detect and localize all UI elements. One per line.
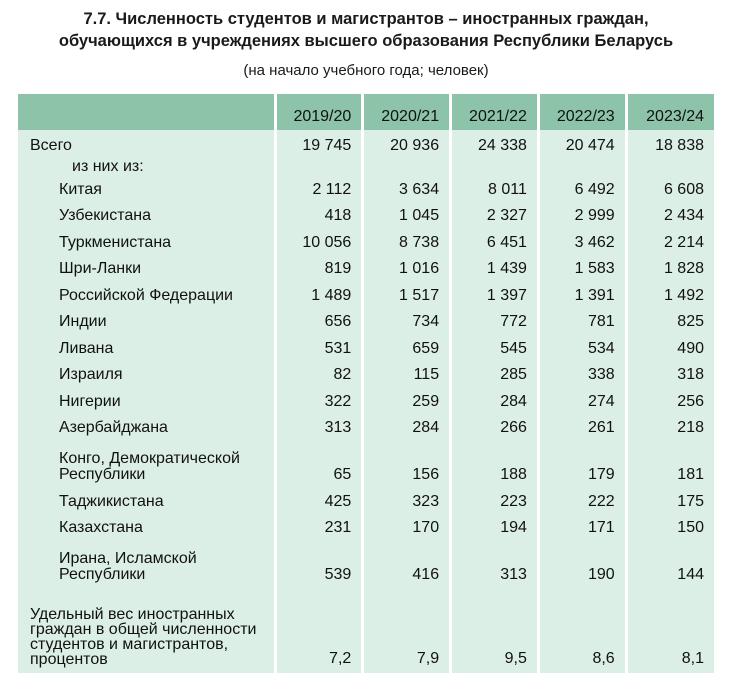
country-row <box>18 175 714 202</box>
value-cell: 6 492 <box>538 175 626 202</box>
value-cell: 318 <box>626 361 714 388</box>
country-row <box>18 414 714 441</box>
value-cell: 259 <box>363 387 451 414</box>
value-cell: 218 <box>626 414 714 441</box>
value-cell: 115 <box>363 361 451 388</box>
country-label: Узбекистана <box>59 207 152 224</box>
country-row <box>18 514 714 541</box>
country-row <box>18 540 714 587</box>
value-cell: 313 <box>275 414 363 441</box>
value-cell: 266 <box>451 414 539 441</box>
country-row <box>18 255 714 282</box>
row-label: Всего <box>30 137 72 154</box>
value-cell: 170 <box>363 514 451 541</box>
value-cell: 781 <box>538 308 626 335</box>
country-row <box>18 281 714 308</box>
value-cell: 490 <box>626 334 714 361</box>
value-cell: 190 <box>538 540 626 587</box>
header-row <box>18 94 714 130</box>
value-cell: 3 634 <box>363 175 451 202</box>
year-header: 2020/21 <box>363 94 451 130</box>
country-label: Конго, Демократической Республики <box>59 450 240 483</box>
country-label: Российской Федерации <box>59 286 233 304</box>
value-cell: 18 838 <box>626 130 714 158</box>
header-corner-cell <box>18 94 275 130</box>
value-cell: 181 <box>626 440 714 487</box>
value-cell: 1 583 <box>538 255 626 282</box>
value-cell: 9,5 <box>451 587 539 673</box>
value-cell: 256 <box>626 387 714 414</box>
country-row <box>18 387 714 414</box>
value-cell: 825 <box>626 308 714 335</box>
value-cell: 2 999 <box>538 202 626 229</box>
value-cell: 7,9 <box>363 587 451 673</box>
year-header: 2021/22 <box>451 94 539 130</box>
value-cell: 175 <box>626 487 714 514</box>
value-cell: 150 <box>626 514 714 541</box>
value-cell: 322 <box>275 387 363 414</box>
value-cell: 2 214 <box>626 228 714 255</box>
value-cell: 3 462 <box>538 228 626 255</box>
row-label: Удельный вес иностранных граждан в общей численности студентов и магистрантов, процентов <box>30 606 257 668</box>
value-cell: 1 517 <box>363 281 451 308</box>
value-cell: 144 <box>626 540 714 587</box>
value-cell: 1 492 <box>626 281 714 308</box>
value-cell: 1 016 <box>363 255 451 282</box>
country-row <box>18 308 714 335</box>
value-cell: 539 <box>275 540 363 587</box>
value-cell: 425 <box>275 487 363 514</box>
value-cell: 338 <box>538 361 626 388</box>
statistics-table <box>18 94 714 673</box>
country-row <box>18 334 714 361</box>
country-label: Азербайджана <box>59 419 168 436</box>
value-cell: 6 451 <box>451 228 539 255</box>
value-cell: 323 <box>363 487 451 514</box>
value-cell: 772 <box>451 308 539 335</box>
country-row <box>18 202 714 229</box>
table-title <box>0 8 732 52</box>
country-row <box>18 487 714 514</box>
value-cell: 6 608 <box>626 175 714 202</box>
value-cell: 545 <box>451 334 539 361</box>
value-cell: 82 <box>275 361 363 388</box>
table-subtitle: (на начало учебного года; человек) <box>243 62 489 79</box>
value-cell: 171 <box>538 514 626 541</box>
subheading-row <box>18 158 714 175</box>
value-cell: 1 397 <box>451 281 539 308</box>
total-row <box>18 130 714 158</box>
country-label: Ливана <box>59 339 114 357</box>
value-cell: 2 112 <box>275 175 363 202</box>
value-cell: 8 738 <box>363 228 451 255</box>
value-cell: 194 <box>451 514 539 541</box>
value-cell: 534 <box>538 334 626 361</box>
year-header: 2022/23 <box>538 94 626 130</box>
value-cell: 65 <box>275 440 363 487</box>
value-cell: 284 <box>363 414 451 441</box>
country-row <box>18 361 714 388</box>
value-cell: 222 <box>538 487 626 514</box>
value-cell: 274 <box>538 387 626 414</box>
country-label: Израиля <box>59 366 123 383</box>
value-cell: 418 <box>275 202 363 229</box>
value-cell: 179 <box>538 440 626 487</box>
value-cell: 659 <box>363 334 451 361</box>
country-label: Китая <box>59 180 102 198</box>
value-cell: 231 <box>275 514 363 541</box>
country-label: Туркменистана <box>59 233 172 251</box>
value-cell: 285 <box>451 361 539 388</box>
country-label: Шри-Ланки <box>59 260 141 277</box>
share-row <box>18 587 714 673</box>
value-cell: 1 391 <box>538 281 626 308</box>
value-cell: 8,1 <box>626 587 714 673</box>
value-cell: 284 <box>451 387 539 414</box>
country-row <box>18 440 714 487</box>
value-cell: 10 056 <box>275 228 363 255</box>
value-cell: 188 <box>451 440 539 487</box>
value-cell: 20 474 <box>538 130 626 158</box>
value-cell: 1 828 <box>626 255 714 282</box>
value-cell: 8,6 <box>538 587 626 673</box>
country-label: Индии <box>59 313 107 330</box>
value-cell: 24 338 <box>451 130 539 158</box>
value-cell: 313 <box>451 540 539 587</box>
value-cell: 19 745 <box>275 130 363 158</box>
value-cell: 819 <box>275 255 363 282</box>
value-cell: 20 936 <box>363 130 451 158</box>
title-line-1: 7.7. Численность студентов и магистрантов – иностранных граждан, <box>83 10 649 28</box>
country-row <box>18 228 714 255</box>
value-cell: 223 <box>451 487 539 514</box>
value-cell: 156 <box>363 440 451 487</box>
value-cell: 2 327 <box>451 202 539 229</box>
value-cell: 1 045 <box>363 202 451 229</box>
value-cell: 531 <box>275 334 363 361</box>
value-cell: 261 <box>538 414 626 441</box>
country-label: Казахстана <box>59 519 143 536</box>
subheading-label: из них из: <box>72 158 144 175</box>
value-cell: 7,2 <box>275 587 363 673</box>
country-label: Ирана, Исламской Республики <box>59 550 197 583</box>
value-cell: 656 <box>275 308 363 335</box>
value-cell: 1 489 <box>275 281 363 308</box>
value-cell: 416 <box>363 540 451 587</box>
title-line-2: обучающихся в учреждениях высшего образования Республики Беларусь <box>58 32 674 50</box>
year-header: 2019/20 <box>275 94 363 130</box>
value-cell: 734 <box>363 308 451 335</box>
value-cell: 2 434 <box>626 202 714 229</box>
country-label: Таджикистана <box>59 492 164 510</box>
value-cell: 8 011 <box>451 175 539 202</box>
value-cell: 1 439 <box>451 255 539 282</box>
year-header: 2023/24 <box>626 94 714 130</box>
country-label: Нигерии <box>59 392 121 410</box>
